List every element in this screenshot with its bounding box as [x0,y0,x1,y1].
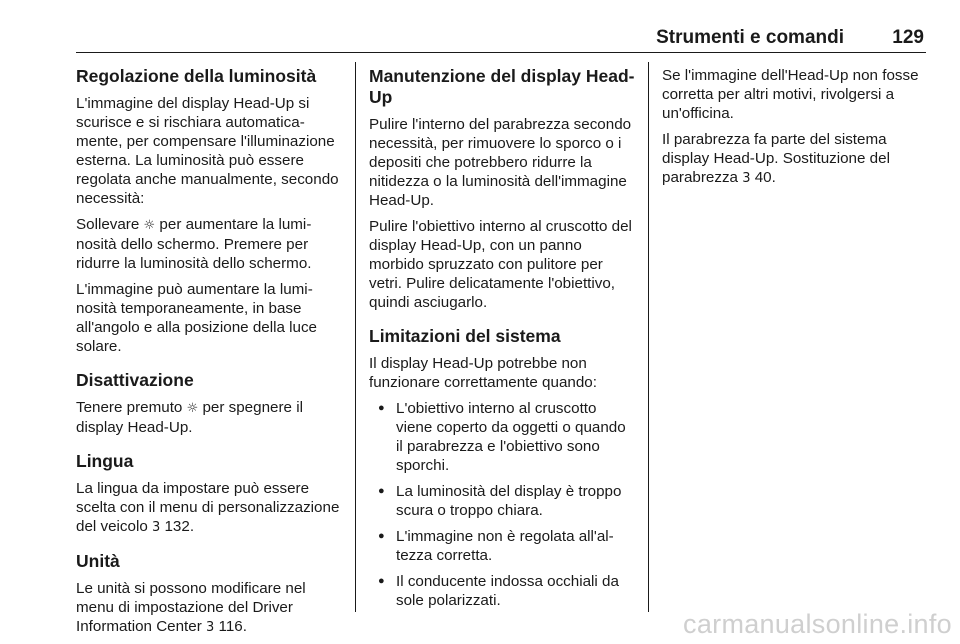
heading-maintenance: Manutenzione del display Head-Up [369,66,635,107]
paragraph: Pulire l'interno del parabrezza secondo necessità, per rimuovere lo sporco o i depositi che potrebbero ridurre la nitidezza o la luminosità dell'immagine Head-Up. [369,116,632,209]
page-reference-arrow-icon: 3 [151,520,161,535]
brightness-icon: ☼ [143,218,156,233]
page-reference-arrow-icon: 3 [742,171,751,186]
list-item: ● L'immagine non è regolata all'altezza corretta. [369,527,635,565]
section-title: Strumenti e comandi [656,27,844,48]
column-divider [648,62,649,612]
paragraph: Il parabrezza fa parte del sistema display Head-Up. Sostituzione del parabrezza 3 40. [662,131,890,186]
column-right [662,66,926,195]
paragraph: Tenere premuto ☼ per spegnere il display Head-Up. [76,399,303,436]
heading-disable: Disattivazione [76,370,194,390]
column-middle [369,66,635,617]
limitations-list [369,399,635,610]
paragraph: Se l'immagine dell'Head-Up non fosse corretta per altri motivi, rivolgersi a un'officina. [662,67,919,122]
heading-system-limits: Limitazioni del sistema [369,326,561,346]
list-item: ● L'obiettivo interno al cruscotto viene coperto da oggetti o quando il parabrezza e l'obiettivo sono sporchi. [369,399,635,475]
brightness-icon: ☼ [186,401,199,416]
page-header [76,26,926,53]
heading-language: Lingua [76,451,134,471]
page-reference-arrow-icon: 3 [206,620,215,635]
column-left [76,66,344,644]
paragraph: L'immagine può aumentare la luminosità temporaneamente, in base all'angolo e alla posizione della luce solare. [76,281,318,355]
paragraph: L'immagine del display Head-Up si scurisce e si rischiara automaticamente, per compensare l'illuminazione esterna. La luminosità può essere regolata anche manualmente, secondo necessità: [76,95,339,207]
heading-brightness: Regolazione della luminosità [76,66,317,86]
watermark: carmanualsonline.info [683,609,952,639]
paragraph: Sollevare ☼ per aumentare la luminosità dello schermo. Premere per ridurre la luminosità dello schermo. [76,216,312,272]
page-number: 129 [892,27,924,48]
column-divider [355,62,356,612]
list-item: ● Il conducente indossa occhiali da sole polarizzati. [369,572,635,610]
paragraph: Le unità si possono modificare nel menu di impostazione del Driver Information Center 3 116. [76,580,306,635]
paragraph: Il display Head-Up potrebbe non funzionare correttamente quando: [369,355,597,391]
heading-units: Unità [76,551,120,571]
paragraph: Pulire l'obiettivo interno al cruscotto del display Head-Up, con un panno morbido spruzzato con pulitore per vetri. Pulire delicatamente l'obiettivo, quindi asciugarlo. [369,218,632,311]
list-item: ● La luminosità del display è troppo scura o troppo chiara. [369,482,635,520]
paragraph: La lingua da impostare può essere scelta con il menu di personalizzazione del veicolo 3 132. [76,480,340,535]
